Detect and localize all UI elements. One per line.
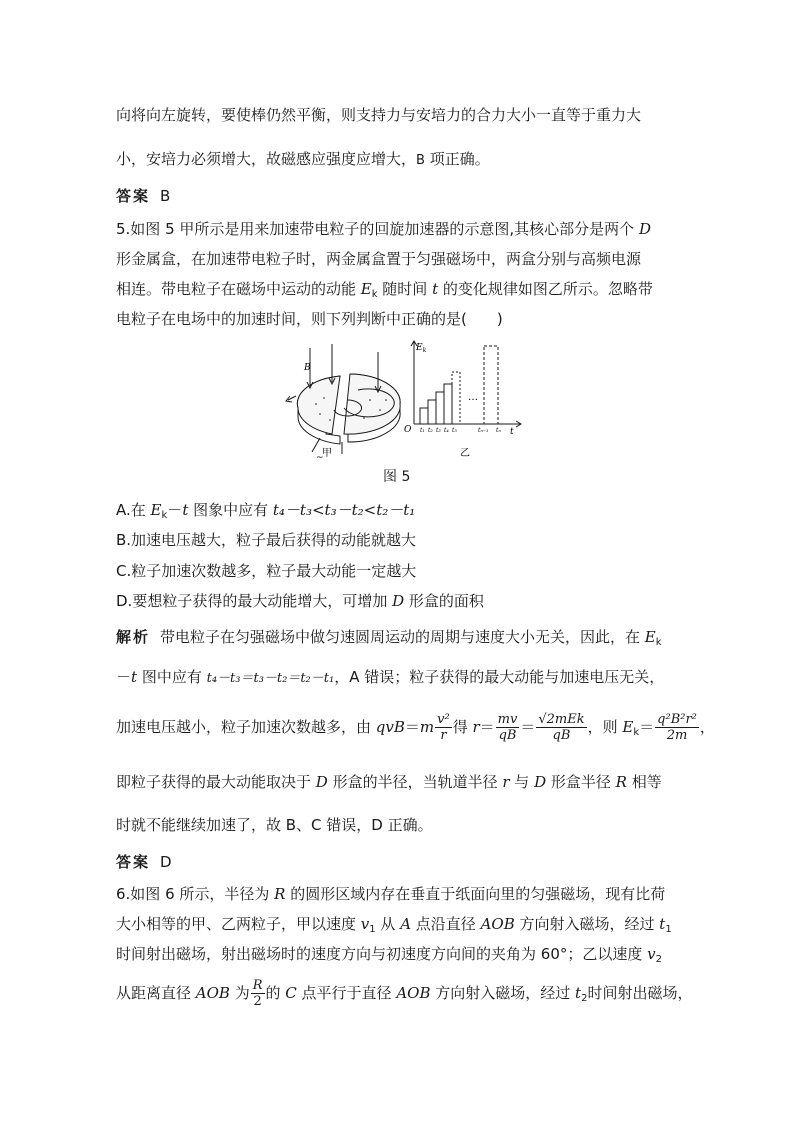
solution-line: 时就不能继续加速了，故 B、C 错误，D 正确。 [116,816,433,834]
option-b: B.加速电压越大，粒子最后获得的动能就越大 [116,531,417,549]
question-stem: 相连。带电粒子在磁场中运动的动能 $E_k$ 随时间 t 的变化规律如图乙所示。忽略带 [116,280,653,300]
question-stem: 形金属盒，在加速带电粒子时，两金属盒置于匀强磁场中，两盒分别与高频电源 [116,250,642,268]
fraction: $\frac{mv}{qB}$ [497,712,518,743]
option-a: A.在 $E_k-t$ 图象中应有 t₄－t₃<t₃－t₂<t₂－t₁ [116,501,416,521]
question-stem: 5.如图 5 甲所示是用来加速带电粒子的回旋加速器的示意图,其核心部分是两个 D [116,220,651,238]
fraction: $\frac{\text{q²B²r²}}{2m}$ [657,712,697,743]
figure-label-right: 乙 [460,448,470,459]
ek-t-graph [411,341,521,427]
solution-line: －t 图中应有 t₄－t₃＝t₃－t₂＝t₂－t₁，A 错误；粒子获得的最大动能与加速电压无关， [116,668,665,686]
question-stem: 大小相等的甲、乙两粒子，甲以速度 $v_1$ 从 A 点沿直径 AOB 方向射入磁场，经过 $t_1$ [116,915,672,935]
text-line: 向将向左旋转，要使棒仍然平衡，则支持力与安培力的合力大小一直等于重力大 [116,106,642,124]
option-d: D.要想粒子获得的最大动能增大，可增加 D 形盒的面积 [116,592,484,610]
figure-label-left: 甲 [322,448,332,459]
tick-label: t₃ [436,427,441,434]
question-stem: 6.如图 6 所示，半径为 R 的圆形区域内存在垂直于纸面向里的匀强磁场，现有比荷 [116,885,666,903]
solution-line: 即粒子获得的最大动能取决于 D 形盒的半径，当轨道半径 r 与 D 形盒半径 R 相等 [116,773,662,791]
answer-line: 答案 B [116,187,171,205]
tick-label: t₂ [428,427,433,434]
answer-line: 答案 D [116,853,172,871]
b-field-label: B [304,363,311,373]
figure-5 [270,338,530,460]
fraction: $\frac{R}{2}$ [252,978,263,1009]
tick-label: t₄ [444,427,449,434]
question-stem: 从距离直径 AOB 为 $\frac{R}{2}$ 的 C 点平行于直径 AOB 方向射入磁场，经过 $t_2$时间射出磁场， [116,978,693,1009]
tilde-symbol: ~ [316,453,324,460]
tick-label: t₅ [452,427,457,434]
text-line: 小，安培力必须增大，故磁感应强度应增大，B 项正确。 [116,150,490,168]
t-axis-label: t [510,427,514,437]
tick-label: tₙ₋₁ [478,427,489,434]
ek-axis-label: $E_k$ [416,343,427,354]
origin-label: O [404,425,412,435]
solution-line: 解析 带电粒子在匀强磁场中做匀速圆周运动的周期与速度大小无关，因此，在 $E_k$ [116,628,662,648]
tick-label: t₁ [420,427,425,434]
tick-labels [420,427,501,434]
solution-line: 加速电压越小，粒子加速次数越多，由 qvB＝m $\frac{\text{v²}}{r}$ 得 r＝ $\frac{mv}{qB}$ ＝ $\frac{\text{√2mEk}}{qB}$ ，则 $E_k=$ $\frac{\text{q²B²r²}}{2m}$ ， [116,712,715,743]
tick-label: tₙ [496,427,501,434]
question-stem: 电粒子在电场中的加速时间，则下列判断中正确的是( ) [116,310,503,328]
option-c: C.粒子加速次数越多，粒子最大动能一定越大 [116,562,417,580]
question-stem: 时间射出磁场，射出磁场时的速度方向与初速度方向间的夹角为 60°；乙以速度 $v_2$ [116,945,662,965]
fraction: $\frac{\text{√2mEk}}{qB}$ [538,712,585,743]
figure-caption: 图 5 [383,469,411,485]
cyclotron-diagram [286,344,400,454]
ellipsis: … [468,392,478,403]
fraction: $\frac{\text{v²}}{r}$ [437,712,450,743]
